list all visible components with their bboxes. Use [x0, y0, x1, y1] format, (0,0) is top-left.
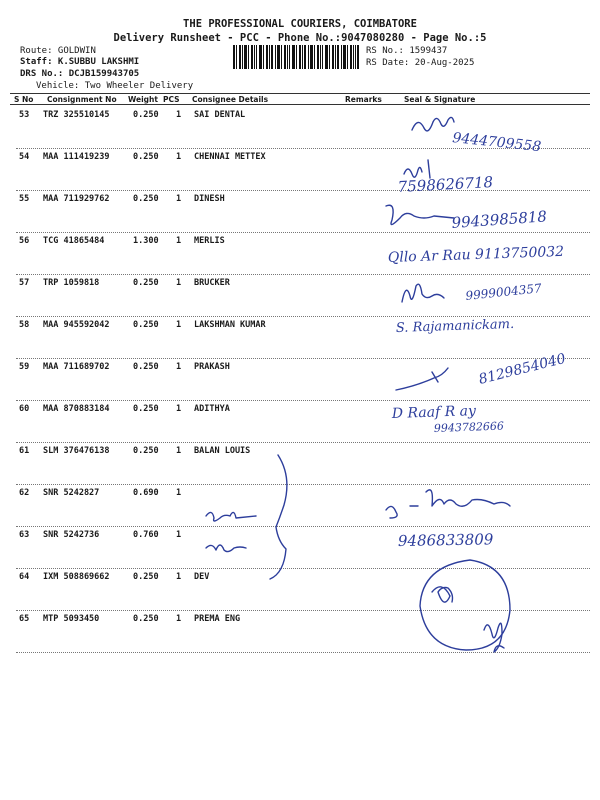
table-row	[0, 404, 600, 444]
runsheet-title: Delivery Runsheet - PCC - Phone No.:9047080280 - Page No.:5	[113, 32, 487, 44]
table-row	[0, 152, 600, 192]
row-pcs: 1	[176, 236, 182, 246]
row-separator	[16, 526, 590, 527]
row-consignment-no: IXM 508869662	[43, 572, 110, 582]
row-consignee: ADITHYA	[194, 404, 230, 414]
row-pcs: 1	[176, 404, 182, 414]
phone-55: 9943985818	[451, 207, 548, 232]
row-pcs: 1	[176, 572, 182, 582]
name-58: S. Rajamanickam.	[395, 316, 515, 336]
row-sno: 55	[19, 194, 30, 204]
table-row	[0, 614, 600, 654]
route-info: Route: GOLDWIN	[20, 46, 96, 56]
phone-63: 9486833809	[397, 530, 494, 550]
row-separator	[16, 610, 590, 611]
row-consignment-no: TRP 1059818	[43, 278, 100, 288]
table-row	[0, 446, 600, 486]
row-sno: 64	[19, 572, 30, 582]
row-consignment-no: MAA 111419239	[43, 152, 110, 162]
row-consignment-no: SNR 5242827	[43, 488, 100, 498]
row-pcs: 1	[176, 530, 182, 540]
row-weight: 0.250	[133, 362, 159, 372]
table-row	[0, 488, 600, 528]
table-row	[0, 236, 600, 276]
row-consignee: DEV	[194, 572, 210, 582]
row-sno: 60	[19, 404, 30, 414]
row-separator	[16, 148, 590, 149]
row-separator	[16, 568, 590, 569]
table-row	[0, 110, 600, 150]
row-separator	[16, 442, 590, 443]
table-row	[0, 278, 600, 318]
row-weight: 0.690	[133, 488, 159, 498]
row-pcs: 1	[176, 194, 182, 204]
row-consignment-no: MAA 711689702	[43, 362, 110, 372]
row-sno: 61	[19, 446, 30, 456]
row-consignee: PRAKASH	[194, 362, 230, 372]
phone-57: 9999004357	[464, 281, 543, 303]
row-consignment-no: TCG 41865484	[43, 236, 105, 246]
note-56: Qllo Ar Rau 9113750032	[387, 243, 565, 266]
row-consignee: SAI DENTAL	[194, 110, 246, 120]
table-row	[0, 320, 600, 360]
rs-number: RS No.: 1599437	[366, 46, 448, 56]
drs-number: DRS No.: DCJB159943705	[20, 69, 140, 79]
row-pcs: 1	[176, 278, 182, 288]
row-consignee: CHENNAI METTEX	[194, 152, 266, 162]
vehicle-info: Vehicle: Two Wheeler Delivery	[36, 81, 194, 91]
row-weight: 0.250	[133, 572, 159, 582]
row-consignment-no: TRZ 325510145	[43, 110, 110, 120]
row-consignee: BALAN LOUIS	[194, 446, 251, 456]
row-separator	[16, 652, 590, 653]
row-consignment-no: SNR 5242736	[43, 530, 100, 540]
staff-info: Staff: K.SUBBU LAKSHMI	[20, 57, 140, 67]
table-row	[0, 530, 600, 570]
col-remarks: Remarks	[345, 95, 382, 104]
col-consignee: Consignee Details	[192, 95, 269, 104]
row-consignee: BRUCKER	[194, 278, 230, 288]
col-weight: Weight	[128, 95, 158, 104]
phone-59: 8129854040	[477, 350, 568, 388]
table-row	[0, 362, 600, 402]
row-pcs: 1	[176, 152, 182, 162]
col-pcs: PCS	[163, 95, 180, 104]
row-sno: 53	[19, 110, 30, 120]
phone-60: 9943782666	[433, 419, 505, 435]
col-seal-signature: Seal & Signature	[404, 95, 476, 104]
row-sno: 65	[19, 614, 30, 624]
row-sno: 58	[19, 320, 30, 330]
phone-53: 9444709558	[451, 130, 542, 156]
row-consignment-no: MAA 711929762	[43, 194, 110, 204]
table-row	[0, 194, 600, 234]
row-separator	[16, 358, 590, 359]
row-weight: 0.250	[133, 320, 159, 330]
row-weight: 1.300	[133, 236, 159, 246]
phone-54: 7598626718	[397, 173, 494, 196]
row-separator	[16, 232, 590, 233]
row-weight: 0.250	[133, 110, 159, 120]
row-separator	[16, 400, 590, 401]
row-pcs: 1	[176, 320, 182, 330]
row-weight: 0.250	[133, 614, 159, 624]
header-bottom-rule	[10, 104, 590, 105]
header-top-rule	[10, 93, 590, 94]
row-consignee: PREMA ENG	[194, 614, 241, 624]
row-separator	[16, 484, 590, 485]
row-consignment-no: MAA 945592042	[43, 320, 110, 330]
row-pcs: 1	[176, 446, 182, 456]
row-sno: 56	[19, 236, 30, 246]
table-row	[0, 572, 600, 612]
row-sno: 59	[19, 362, 30, 372]
company-name: THE PROFESSIONAL COURIERS, COIMBATORE	[183, 18, 417, 30]
barcode	[233, 45, 359, 69]
row-separator	[16, 190, 590, 191]
row-weight: 0.250	[133, 278, 159, 288]
rs-date: RS Date: 20-Aug-2025	[366, 58, 475, 68]
name-60: D Raaf R ay	[391, 403, 477, 422]
row-consignment-no: MAA 870883184	[43, 404, 110, 414]
row-pcs: 1	[176, 362, 182, 372]
row-pcs: 1	[176, 488, 182, 498]
row-separator	[16, 316, 590, 317]
row-weight: 0.250	[133, 404, 159, 414]
col-consignment: Consignment No	[47, 95, 117, 104]
row-sno: 63	[19, 530, 30, 540]
row-consignment-no: SLM 376476138	[43, 446, 110, 456]
row-consignee: LAKSHMAN KUMAR	[194, 320, 266, 330]
row-sno: 54	[19, 152, 30, 162]
row-sno: 57	[19, 278, 30, 288]
col-sno: S No	[14, 95, 34, 104]
row-weight: 0.250	[133, 446, 159, 456]
row-consignment-no: MTP 5093450	[43, 614, 100, 624]
row-pcs: 1	[176, 110, 182, 120]
row-weight: 0.250	[133, 152, 159, 162]
row-separator	[16, 274, 590, 275]
row-pcs: 1	[176, 614, 182, 624]
row-weight: 0.250	[133, 194, 159, 204]
row-consignee: DINESH	[194, 194, 225, 204]
row-sno: 62	[19, 488, 30, 498]
row-consignee: MERLIS	[194, 236, 225, 246]
row-weight: 0.760	[133, 530, 159, 540]
